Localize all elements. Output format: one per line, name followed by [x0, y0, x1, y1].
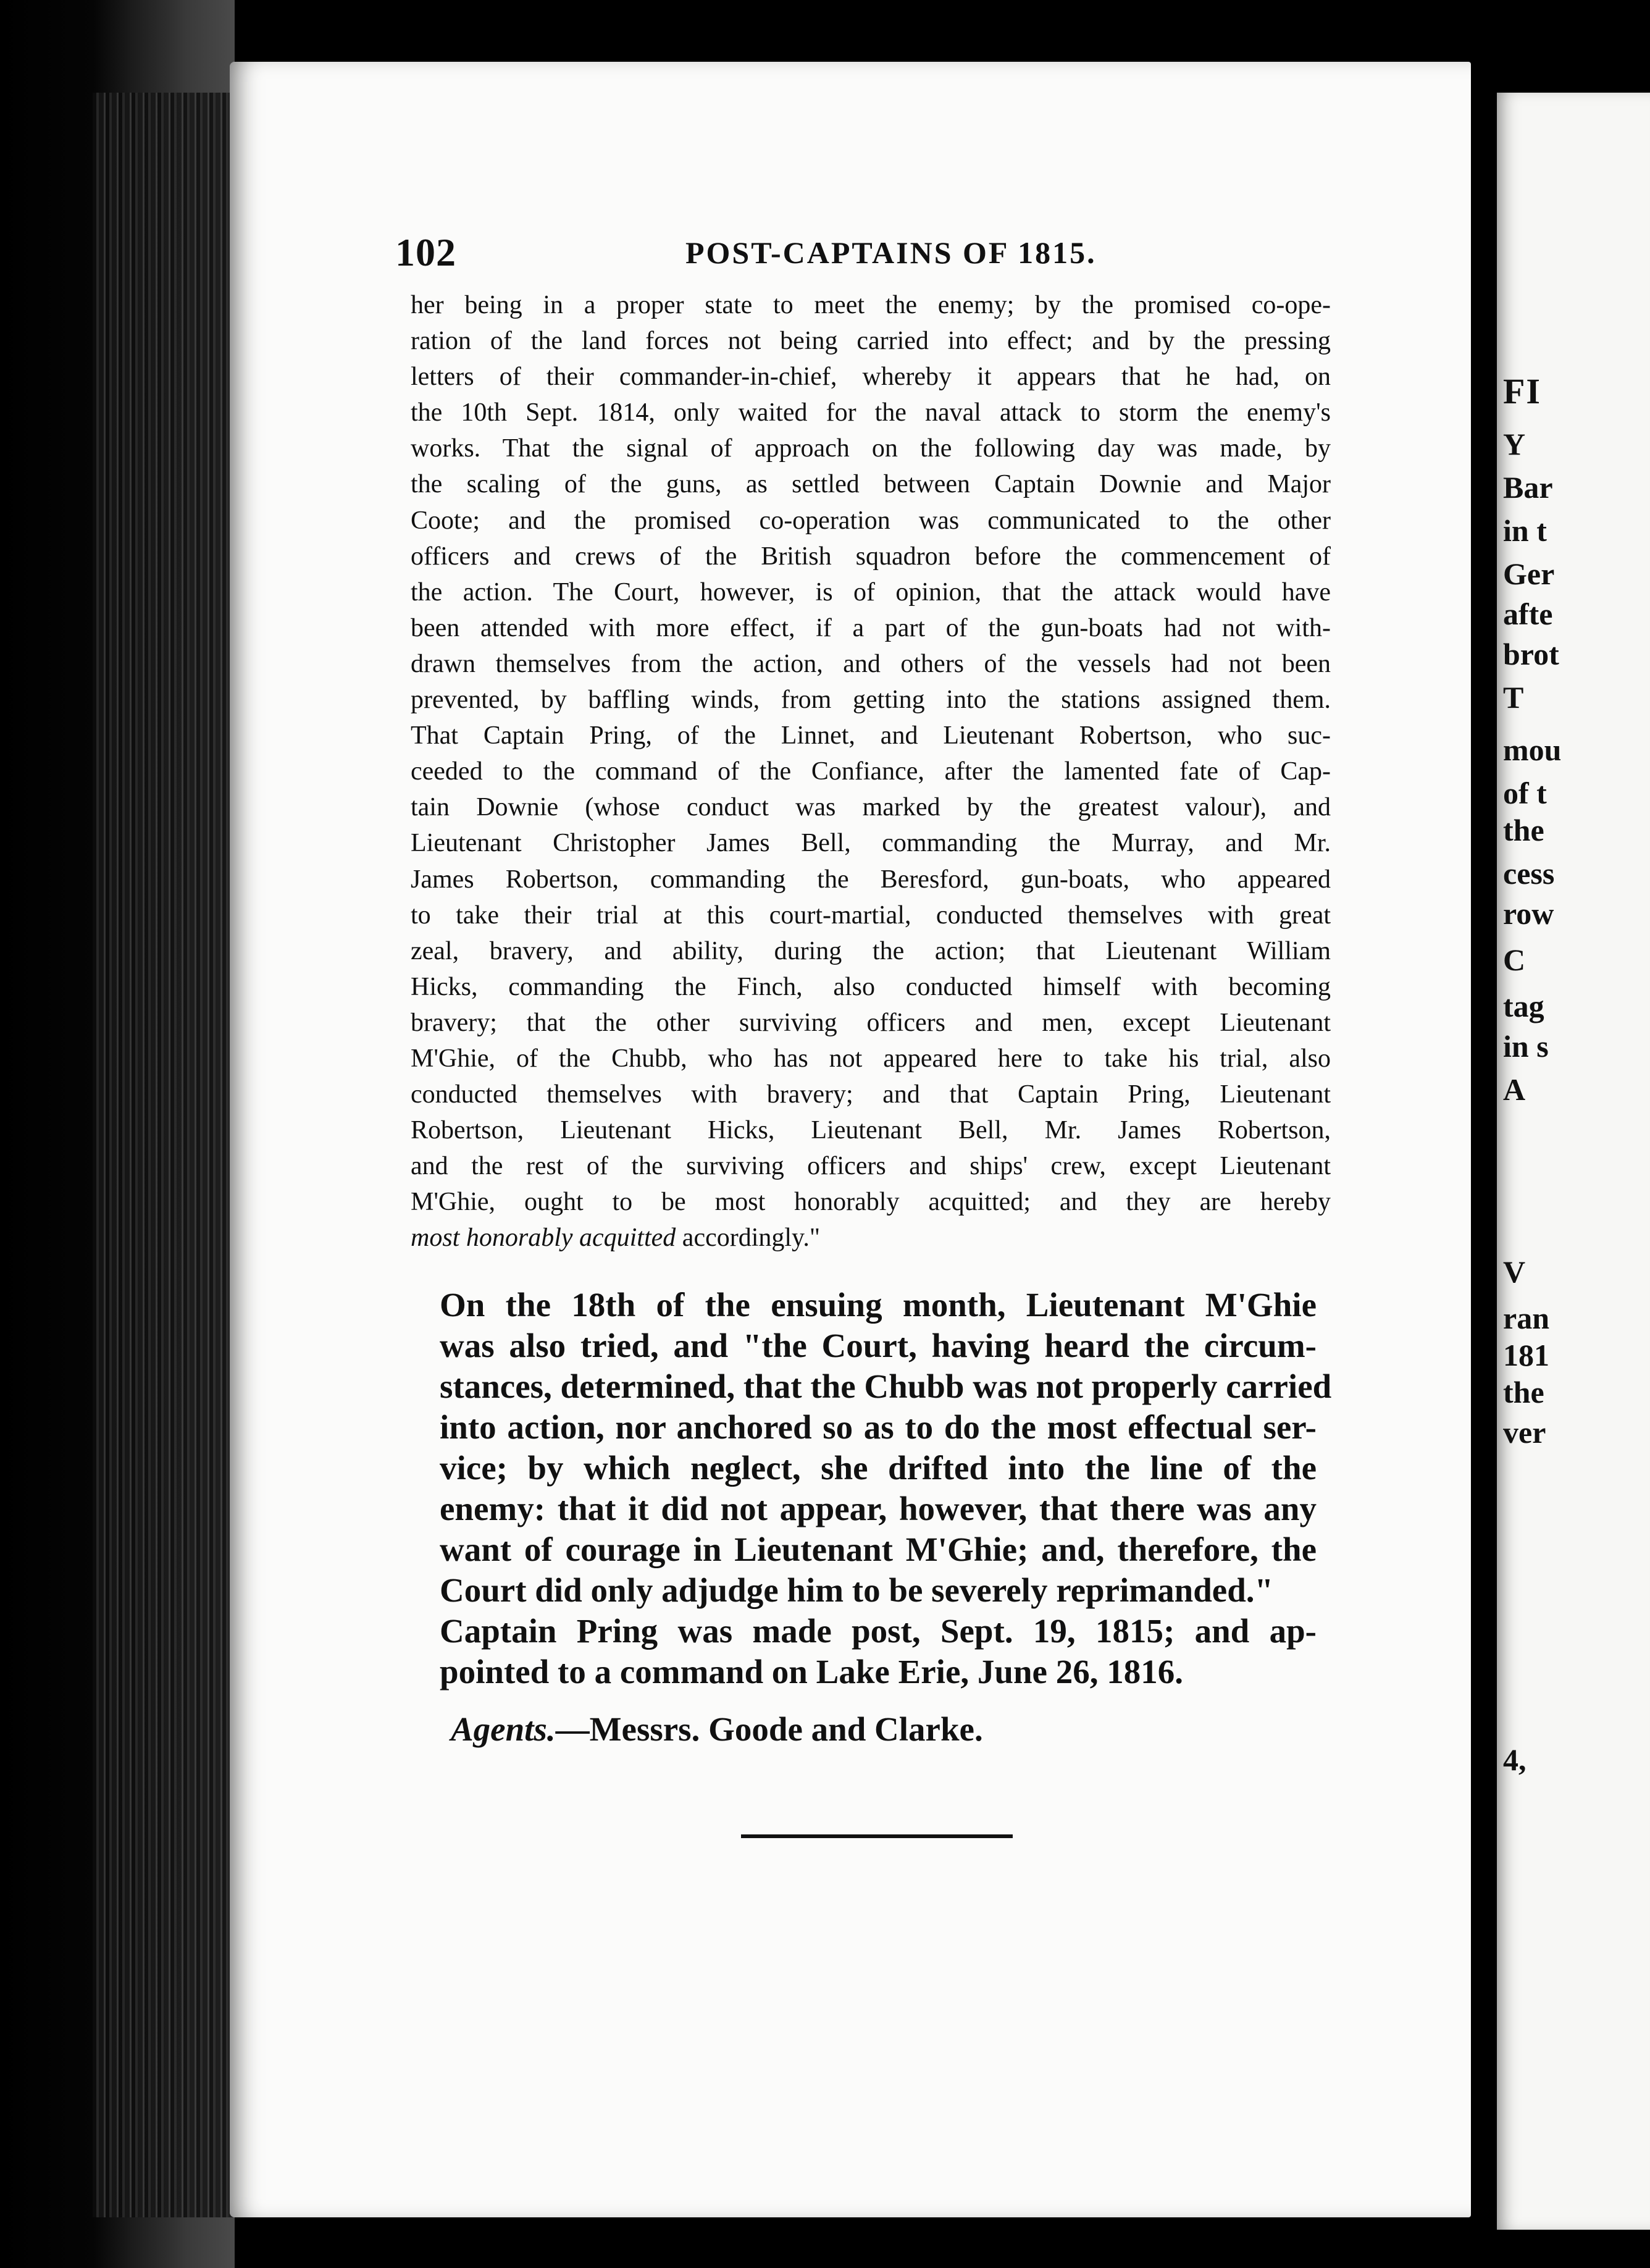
- text-line: M'Ghie, ought to be most honorably acquitted; and they are hereby: [411, 1188, 1331, 1217]
- right-page-text-fragment: T: [1503, 680, 1524, 715]
- right-page-text-fragment: the: [1503, 813, 1544, 847]
- text-line: Coote; and the promised co-operation was communicated to the other: [411, 506, 1331, 535]
- text-line: On the 18th of the ensuing month, Lieutenant M'Ghie: [440, 1286, 1317, 1324]
- text-line: to take their trial at this court-martial, conducted themselves with great: [411, 901, 1331, 930]
- page-number: 102: [395, 230, 456, 274]
- text-line: Hicks, commanding the Finch, also conducted himself with becoming: [411, 972, 1331, 1001]
- text-line: ceeded to the command of the Confiance, after the lamented fate of Cap-: [411, 757, 1331, 786]
- page-header: [395, 230, 1346, 279]
- text-line: bravery; that the other surviving officers and men, except Lieutenant: [411, 1008, 1331, 1037]
- right-page-text-fragment: the: [1503, 1375, 1544, 1409]
- right-page-text-fragment: Ger: [1503, 556, 1555, 591]
- right-page-text-fragment: Bar: [1503, 470, 1553, 505]
- text-line: Robertson, Lieutenant Hicks, Lieutenant Bell, Mr. James Robertson,: [411, 1116, 1331, 1145]
- right-page-text-fragment: V: [1503, 1254, 1526, 1289]
- text-line: James Robertson, commanding the Beresford, gun-boats, who appeared: [411, 865, 1331, 894]
- text-line: was also tried, and "the Court, having heard the circum-: [440, 1327, 1317, 1364]
- right-page-text-fragment: afte: [1503, 597, 1553, 631]
- court-martial-quotation: [411, 287, 1331, 1256]
- text-line: ration of the land forces not being carried into effect; and by the pressing: [411, 327, 1331, 356]
- right-page-text-fragment: ver: [1503, 1415, 1546, 1450]
- right-page-text-fragment: in t: [1503, 513, 1547, 548]
- text-line: the scaling of the guns, as settled between Captain Downie and Major: [411, 470, 1331, 499]
- text-line: conducted themselves with bravery; and that Captain Pring, Lieutenant: [411, 1080, 1331, 1109]
- text-fragment: accordingly.": [676, 1224, 820, 1253]
- page-gutter: [1471, 0, 1497, 2268]
- text-line-last: [411, 1220, 1331, 1256]
- text-line: been attended with more effect, if a part of the gun-boats had not with-: [411, 613, 1331, 642]
- text-line: Court did only adjudge him to be severely reprimanded.": [440, 1571, 1274, 1609]
- right-page-text-fragment: tag: [1503, 989, 1544, 1023]
- right-page-text-fragment: 181: [1503, 1338, 1549, 1372]
- show-through-text: [909, 1791, 1557, 1827]
- right-page-text-fragment: row: [1503, 896, 1554, 931]
- right-page-text-fragment: Y: [1503, 427, 1526, 461]
- text-line: vice; by which neglect, she drifted into the line of the: [440, 1449, 1317, 1487]
- text-line: want of courage in Lieutenant M'Ghie; and, therefore, the: [440, 1531, 1317, 1568]
- text-line: tain Downie (whose conduct was marked by the greatest valour), and: [411, 793, 1331, 822]
- text-line: Captain Pring was made post, Sept. 19, 1815; and ap-: [440, 1612, 1317, 1650]
- text-line: pointed to a command on Lake Erie, June 26, 1816.: [440, 1653, 1183, 1690]
- right-page-text-fragment: FI: [1503, 371, 1541, 411]
- right-page-text-fragment: of t: [1503, 776, 1547, 810]
- text-line: That Captain Pring, of the Linnet, and Lieutenant Robertson, who suc-: [411, 721, 1331, 750]
- agents-names: —Messrs. Goode and Clarke.: [555, 1710, 983, 1748]
- italic-phrase: most honorably acquitted: [411, 1224, 676, 1253]
- right-page-fragment: [1497, 93, 1650, 2230]
- text-line: drawn themselves from the action, and others of the vessels had not been: [411, 649, 1331, 678]
- right-page-text-fragment: cess: [1503, 856, 1555, 891]
- right-page-text-fragment: 4,: [1503, 1742, 1526, 1777]
- text-line: and the rest of the surviving officers and ships' crew, except Lieutenant: [411, 1152, 1331, 1181]
- text-line: enemy: that it did not appear, however, that there was any: [440, 1490, 1317, 1527]
- text-line: officers and crews of the British squadron before the commencement of: [411, 542, 1331, 571]
- page-edges: [93, 93, 235, 2217]
- text-line: her being in a proper state to meet the enemy; by the promised co-ope-: [411, 291, 1331, 319]
- text-line: prevented, by baffling winds, from getting into the stations assigned them.: [411, 686, 1331, 715]
- right-page-text-fragment: C: [1503, 943, 1526, 977]
- text-line: zeal, bravery, and ability, during the action; that Lieutenant William: [411, 936, 1331, 965]
- text-line: M'Ghie, of the Chubb, who has not appeared here to take his trial, also: [411, 1044, 1331, 1073]
- text-line: stances, determined, that the Chubb was not properly carried: [440, 1367, 1332, 1405]
- running-head: POST-CAPTAINS OF 1815.: [685, 235, 1097, 270]
- text-line: the 10th Sept. 1814, only waited for the naval attack to storm the enemy's: [411, 398, 1331, 427]
- text-line: the action. The Court, however, is of opinion, that the attack would have: [411, 578, 1331, 607]
- right-page-text-fragment: brot: [1503, 637, 1559, 671]
- right-page-text-fragment: mou: [1503, 733, 1562, 767]
- agents-label: Agents.: [451, 1710, 556, 1748]
- section-end-rule: [741, 1834, 1013, 1838]
- agents-line: [451, 1710, 983, 1749]
- text-line: works. That the signal of approach on the following day was made, by: [411, 434, 1331, 463]
- right-page-text-fragment: ran: [1503, 1301, 1549, 1335]
- body-paragraphs: [440, 1285, 1332, 1692]
- text-line: Lieutenant Christopher James Bell, commanding the Murray, and Mr.: [411, 829, 1331, 858]
- right-page-text-fragment: A: [1503, 1072, 1526, 1107]
- text-line: into action, nor anchored so as to do the most effectual ser-: [440, 1408, 1317, 1446]
- right-page-text-fragment: in s: [1503, 1029, 1549, 1064]
- text-line: letters of their commander-in-chief, whereby it appears that he had, on: [411, 363, 1331, 392]
